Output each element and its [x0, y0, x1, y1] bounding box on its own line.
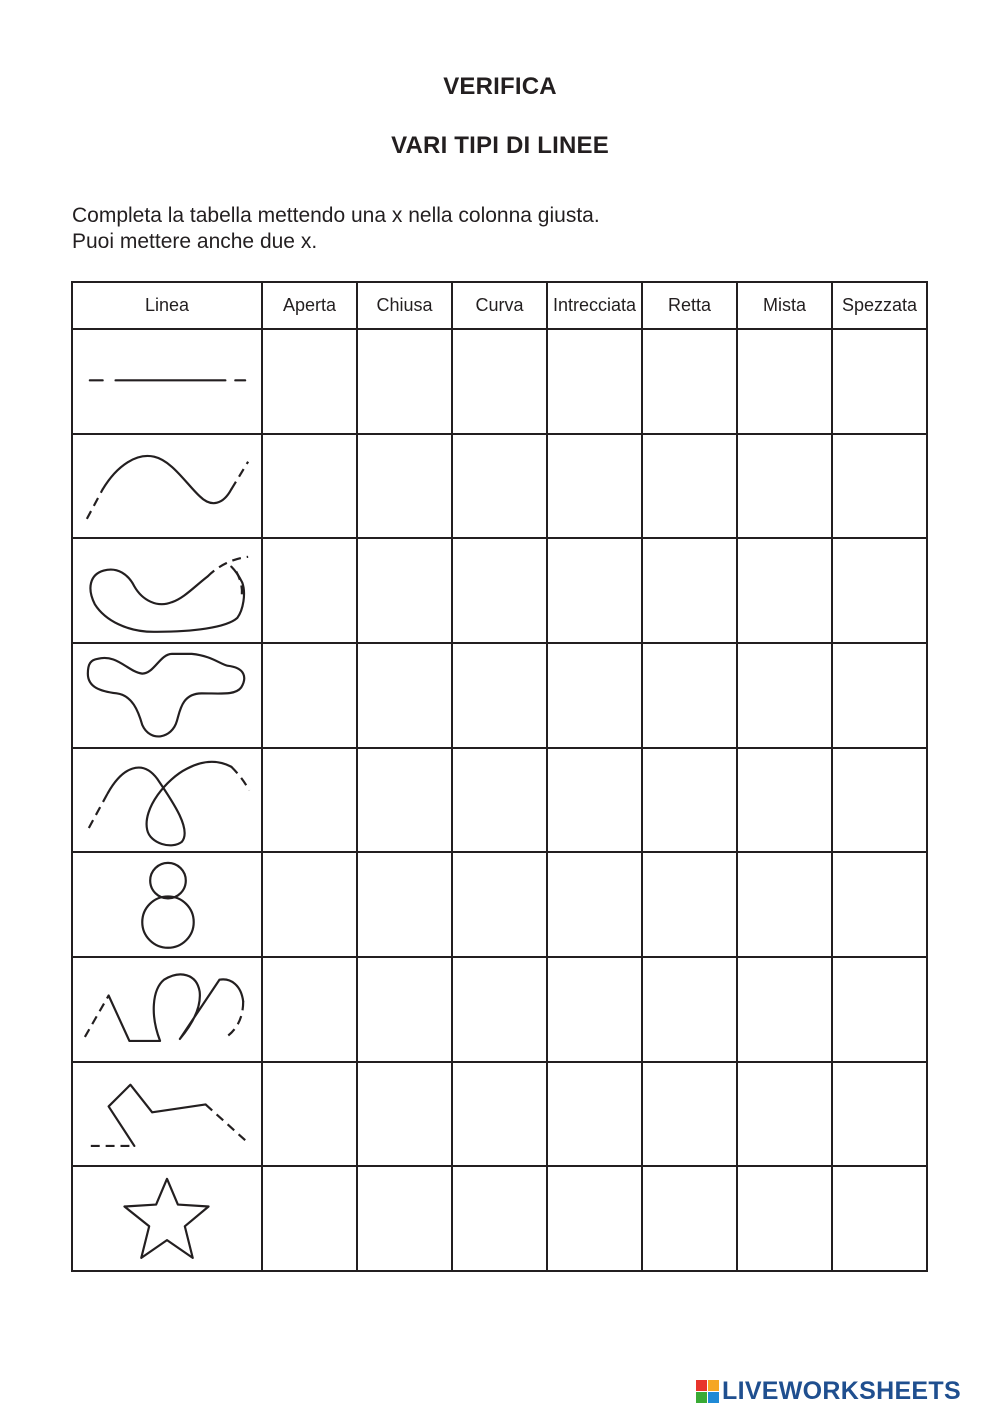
column-header-spezzata: Spezzata [832, 282, 927, 329]
table-row [72, 538, 927, 643]
answer-cell-curva[interactable] [452, 643, 547, 748]
linea-cell [72, 1062, 262, 1167]
answer-cell-curva[interactable] [452, 1166, 547, 1271]
answer-cell-retta[interactable] [642, 538, 737, 643]
answer-cell-aperta[interactable] [262, 538, 357, 643]
answer-cell-chiusa[interactable] [357, 1166, 452, 1271]
answer-cell-mista[interactable] [737, 957, 832, 1062]
answer-cell-spezzata[interactable] [832, 748, 927, 853]
answer-cell-retta[interactable] [642, 329, 737, 434]
answer-cell-mista[interactable] [737, 748, 832, 853]
answer-cell-spezzata[interactable] [832, 852, 927, 957]
answer-cell-aperta[interactable] [262, 1062, 357, 1167]
brand-name: LIVEWORKSHEETS [722, 1377, 961, 1405]
table-row [72, 434, 927, 539]
answer-cell-aperta[interactable] [262, 1166, 357, 1271]
worksheet-subtitle: VARI TIPI DI LINEE [391, 132, 609, 159]
answer-cell-aperta[interactable] [262, 748, 357, 853]
answer-cell-intrecciata[interactable] [547, 1062, 642, 1167]
answer-cell-retta[interactable] [642, 1062, 737, 1167]
star-icon [73, 1167, 261, 1270]
answer-cell-mista[interactable] [737, 1062, 832, 1167]
logo-square-blue [708, 1392, 719, 1403]
linea-cell [72, 1166, 262, 1271]
worksheet-title: VERIFICA [443, 73, 557, 100]
table-row [72, 329, 927, 434]
table-row [72, 1062, 927, 1167]
answer-cell-curva[interactable] [452, 852, 547, 957]
answer-cell-retta[interactable] [642, 748, 737, 853]
answer-cell-chiusa[interactable] [357, 1062, 452, 1167]
answer-cell-chiusa[interactable] [357, 748, 452, 853]
column-header-chiusa: Chiusa [357, 282, 452, 329]
answer-cell-spezzata[interactable] [832, 1166, 927, 1271]
table-row [72, 643, 927, 748]
answer-cell-mista[interactable] [737, 538, 832, 643]
answer-cell-curva[interactable] [452, 1062, 547, 1167]
liveworksheets-logo-icon [696, 1380, 719, 1403]
linea-cell [72, 329, 262, 434]
answer-cell-chiusa[interactable] [357, 852, 452, 957]
linea-cell [72, 538, 262, 643]
logo-square-orange [708, 1380, 719, 1391]
answer-cell-intrecciata[interactable] [547, 643, 642, 748]
column-header-intrecciata: Intrecciata [547, 282, 642, 329]
answer-cell-chiusa[interactable] [357, 538, 452, 643]
instruction-line-2: Puoi mettere anche due x. [72, 230, 318, 253]
answer-cell-aperta[interactable] [262, 434, 357, 539]
answer-cell-mista[interactable] [737, 329, 832, 434]
answer-cell-intrecciata[interactable] [547, 434, 642, 539]
answer-cell-aperta[interactable] [262, 643, 357, 748]
answer-cell-spezzata[interactable] [832, 538, 927, 643]
answer-cell-intrecciata[interactable] [547, 957, 642, 1062]
column-header-retta: Retta [642, 282, 737, 329]
answer-cell-intrecciata[interactable] [547, 852, 642, 957]
answer-cell-curva[interactable] [452, 434, 547, 539]
open-broken-line-icon [73, 1063, 261, 1166]
linea-cell [72, 748, 262, 853]
closed-irregular-shape-icon [73, 644, 261, 747]
answer-cell-intrecciata[interactable] [547, 748, 642, 853]
linea-cell [72, 643, 262, 748]
answer-cell-intrecciata[interactable] [547, 538, 642, 643]
answer-cell-mista[interactable] [737, 1166, 832, 1271]
answer-cell-retta[interactable] [642, 434, 737, 539]
answer-cell-retta[interactable] [642, 957, 737, 1062]
table-row [72, 1166, 927, 1271]
answer-cell-chiusa[interactable] [357, 434, 452, 539]
answer-cell-mista[interactable] [737, 852, 832, 957]
lines-table [71, 281, 928, 1272]
answer-cell-spezzata[interactable] [832, 329, 927, 434]
closed-curve-mixed-dashed-icon [73, 539, 261, 642]
linea-cell [72, 434, 262, 539]
answer-cell-spezzata[interactable] [832, 434, 927, 539]
answer-cell-retta[interactable] [642, 852, 737, 957]
answer-cell-retta[interactable] [642, 1166, 737, 1271]
logo-square-green [696, 1392, 707, 1403]
answer-cell-spezzata[interactable] [832, 957, 927, 1062]
column-header-aperta: Aperta [262, 282, 357, 329]
answer-cell-chiusa[interactable] [357, 643, 452, 748]
answer-cell-intrecciata[interactable] [547, 329, 642, 434]
answer-cell-retta[interactable] [642, 643, 737, 748]
instruction-line-1: Completa la tabella mettendo una x nella colonna giusta. [72, 204, 600, 227]
answer-cell-mista[interactable] [737, 643, 832, 748]
linea-cell [72, 852, 262, 957]
answer-cell-curva[interactable] [452, 748, 547, 853]
column-header-curva: Curva [452, 282, 547, 329]
logo-square-red [696, 1380, 707, 1391]
answer-cell-curva[interactable] [452, 957, 547, 1062]
column-header-linea: Linea [72, 282, 262, 329]
open-wavy-curve-icon [73, 435, 261, 538]
linea-cell [72, 957, 262, 1062]
table-row [72, 748, 927, 853]
answer-cell-mista[interactable] [737, 434, 832, 539]
table-header-row [72, 282, 927, 329]
figure-eight-icon [73, 853, 261, 956]
answer-cell-curva[interactable] [452, 538, 547, 643]
mixed-broken-curve-icon [73, 958, 261, 1061]
table-row [72, 852, 927, 957]
crossing-loop-curve-icon [73, 749, 261, 852]
answer-cell-chiusa[interactable] [357, 957, 452, 1062]
answer-cell-aperta[interactable] [262, 957, 357, 1062]
column-header-mista: Mista [737, 282, 832, 329]
answer-cell-aperta[interactable] [262, 329, 357, 434]
answer-cell-curva[interactable] [452, 329, 547, 434]
dashed-straight-line-icon [73, 330, 261, 433]
answer-cell-intrecciata[interactable] [547, 1166, 642, 1271]
table-row [72, 957, 927, 1062]
answer-cell-aperta[interactable] [262, 852, 357, 957]
liveworksheets-logo [696, 1377, 961, 1406]
answer-cell-spezzata[interactable] [832, 1062, 927, 1167]
answer-cell-chiusa[interactable] [357, 329, 452, 434]
answer-cell-spezzata[interactable] [832, 643, 927, 748]
